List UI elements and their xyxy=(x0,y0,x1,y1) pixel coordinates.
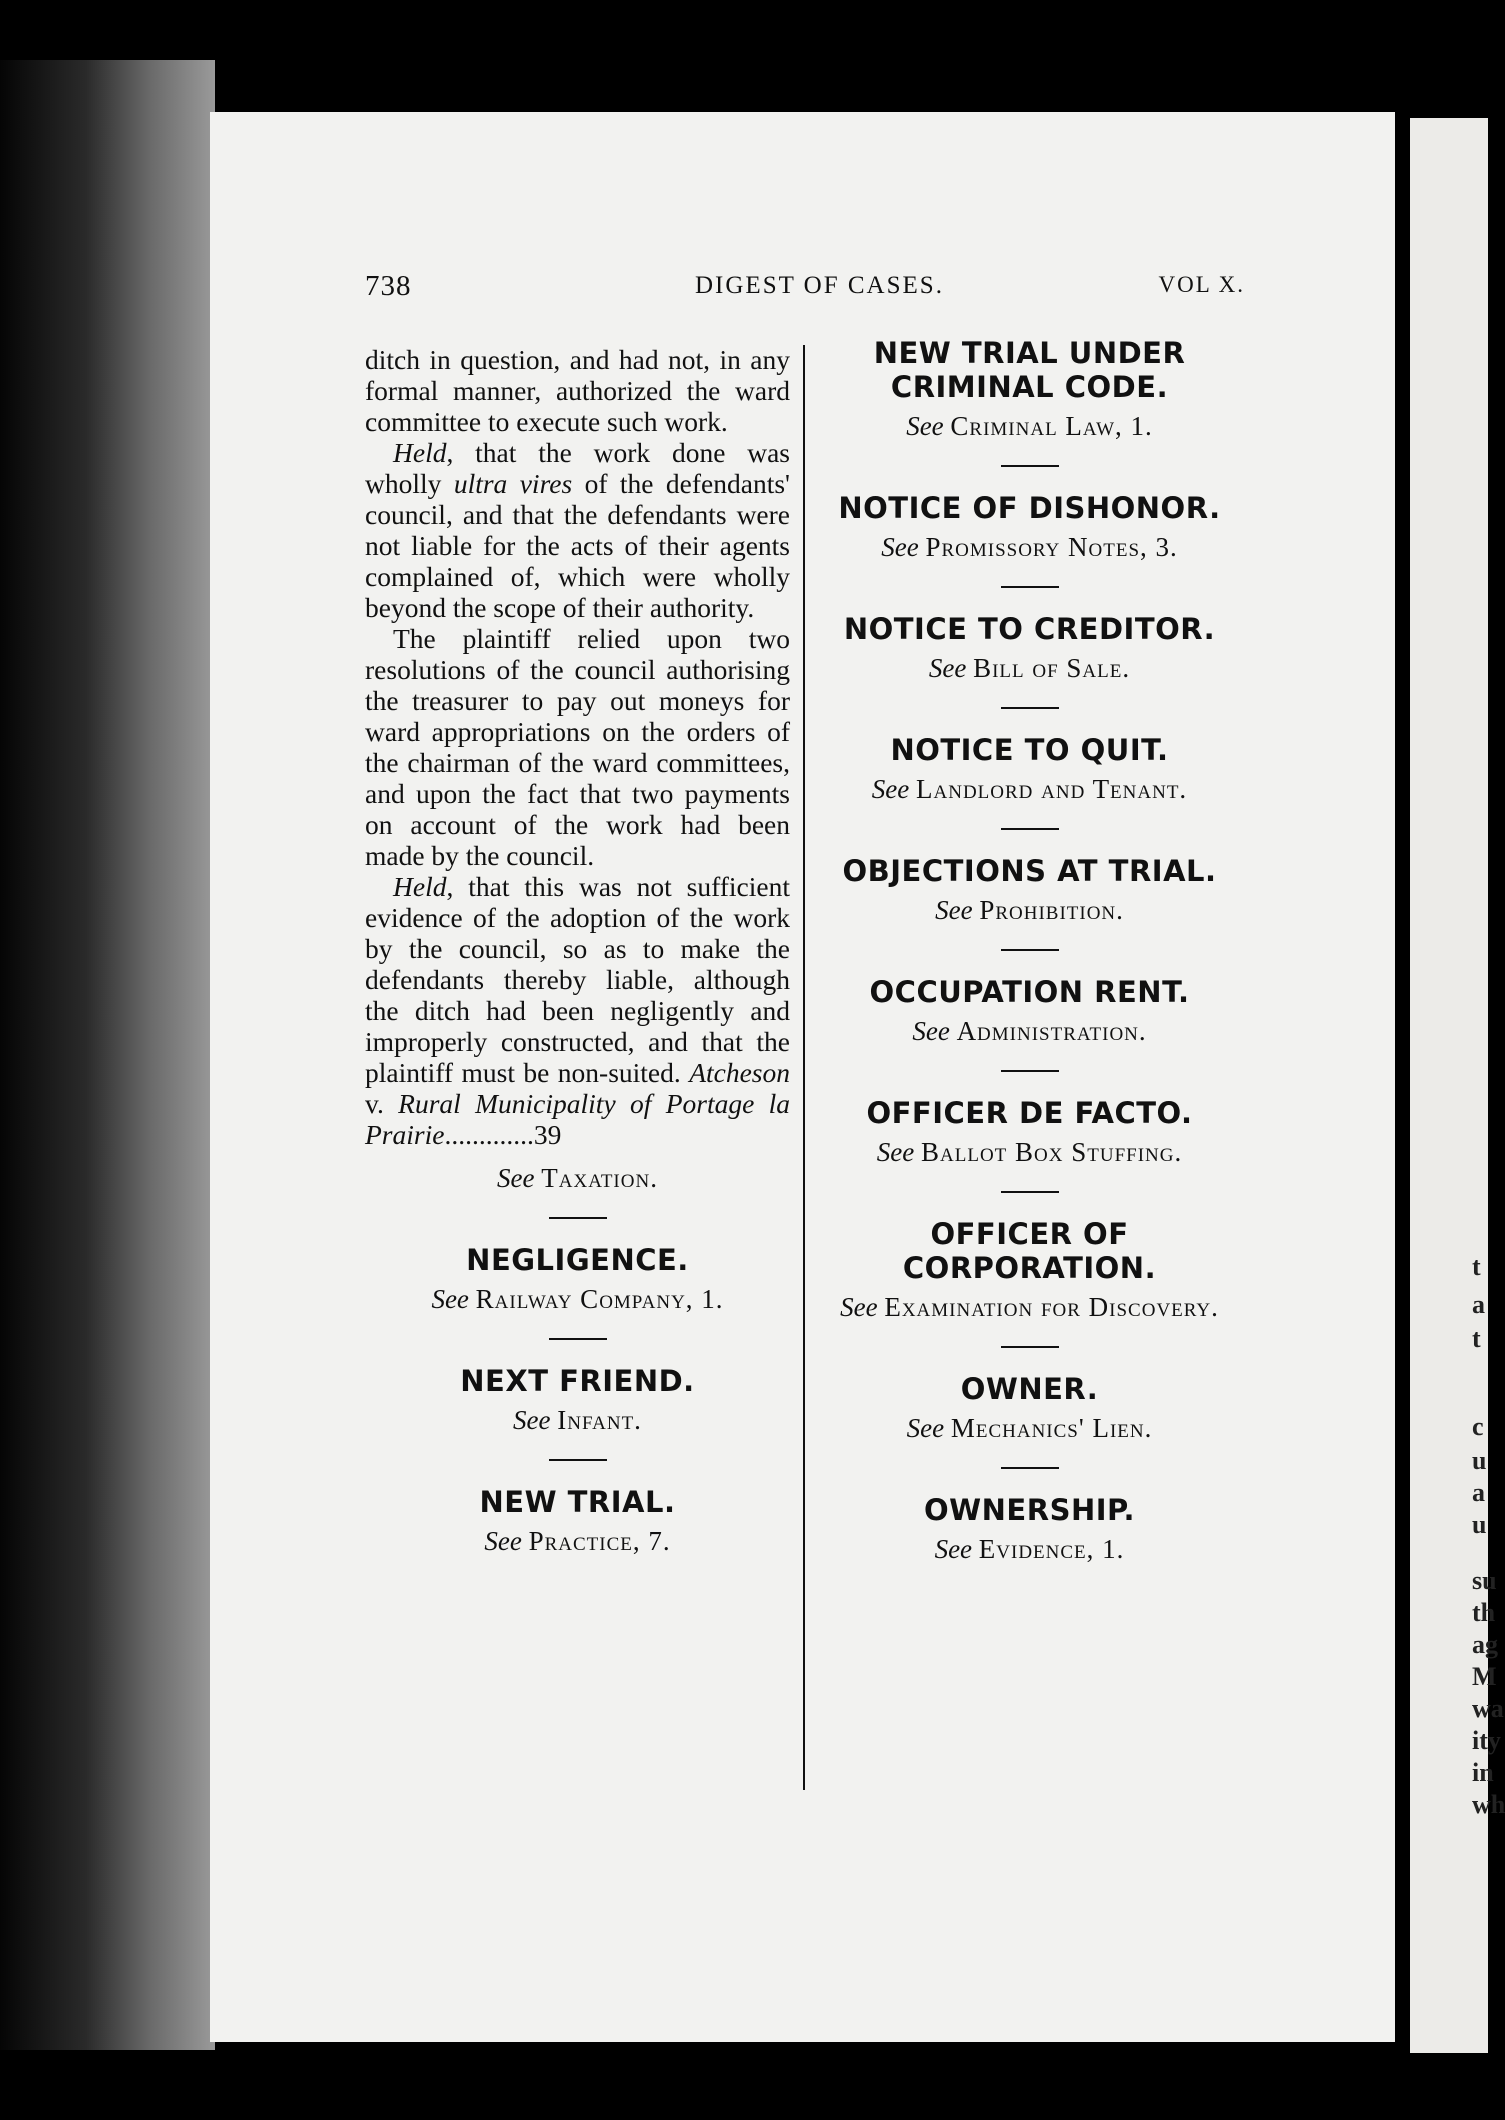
text: , that this was not sufficient evidence of the adoption of the work by the council, so as to make the defendants thereby liable, although the ditch had been negligently and improperly constructed, and that the plaintiff must be non-suited. xyxy=(365,871,790,1088)
reference: Infant. xyxy=(557,1405,642,1435)
index-entry xyxy=(812,854,1247,927)
reference: Evidence, 1. xyxy=(978,1534,1125,1564)
index-entry xyxy=(365,1364,790,1437)
index-entry xyxy=(812,975,1247,1048)
entry-rule xyxy=(549,1338,607,1340)
entry-heading: OBJECTIONS AT TRIAL. xyxy=(842,854,1217,888)
index-entry xyxy=(812,336,1247,443)
entry-rule xyxy=(1001,1467,1059,1469)
fragment: t xyxy=(1472,1252,1481,1281)
column-divider xyxy=(803,345,805,1790)
fragment: ity xyxy=(1472,1726,1501,1755)
index-entry xyxy=(812,1096,1247,1169)
right-column xyxy=(812,336,1247,1566)
see-label: See xyxy=(928,653,967,683)
running-title: DIGEST OF CASES. xyxy=(695,272,944,299)
fragment: u xyxy=(1472,1510,1487,1539)
reference: Landlord and Tenant. xyxy=(916,774,1188,804)
entry-heading: NOTICE OF DISHONOR. xyxy=(838,491,1221,525)
see-label: See xyxy=(934,1534,973,1564)
index-entry xyxy=(812,1493,1247,1566)
entry-heading: NEXT FRIEND. xyxy=(460,1364,695,1398)
index-entry xyxy=(365,1485,790,1558)
reference: Prohibition. xyxy=(979,895,1124,925)
paragraph xyxy=(365,437,790,623)
paragraph: The plaintiff relied upon two resolutions of the council authorising the treasurer to pay out moneys for ward appropriations on the orders of the chairman of the ward committees, and upon the fact that two payments on account of the work had been made by the council. xyxy=(365,623,790,871)
entry-rule xyxy=(1001,828,1059,830)
cross-reference xyxy=(812,652,1247,685)
see-label: See xyxy=(906,1413,945,1443)
cross-reference xyxy=(365,1283,790,1316)
fragment: su xyxy=(1472,1566,1497,1595)
reference: Ballot Box Stuffing. xyxy=(921,1137,1183,1167)
left-column xyxy=(365,344,790,1558)
cross-reference xyxy=(812,410,1247,443)
cross-reference xyxy=(812,1533,1247,1566)
page-number: 738 xyxy=(365,270,412,302)
reference: Railway Company, 1. xyxy=(475,1284,724,1314)
see-label: See xyxy=(906,411,944,441)
cross-reference xyxy=(812,773,1247,806)
fragment: ag xyxy=(1472,1630,1498,1659)
paragraph xyxy=(365,871,790,1150)
entry-heading: NEW TRIAL. xyxy=(479,1485,676,1519)
reference: Examination for Discovery. xyxy=(884,1292,1219,1322)
cross-reference xyxy=(812,1015,1247,1048)
text: , that the work done was wholly xyxy=(365,437,790,499)
case-page: 39 xyxy=(533,1119,562,1150)
see-label: See xyxy=(431,1284,469,1314)
see-label: See xyxy=(876,1137,915,1167)
reference: Administration. xyxy=(956,1016,1147,1046)
see-label: See xyxy=(497,1163,535,1193)
cross-reference xyxy=(812,1136,1247,1169)
index-entry xyxy=(812,1217,1247,1324)
left-index-entries xyxy=(365,1217,790,1558)
cross-reference xyxy=(365,1162,790,1195)
entry-heading: OCCUPATION RENT. xyxy=(869,975,1190,1009)
fragment: u xyxy=(1472,1446,1487,1475)
index-entry xyxy=(812,733,1247,806)
volume-label: VOL X. xyxy=(1158,272,1245,297)
held-label: Held xyxy=(393,871,447,902)
entry-heading: NOTICE TO CREDITOR. xyxy=(843,612,1216,646)
cross-reference xyxy=(365,1404,790,1437)
fragment: c xyxy=(1472,1412,1484,1441)
entry-rule xyxy=(1001,949,1059,951)
fragment: a xyxy=(1472,1478,1485,1507)
reference: Practice, 7. xyxy=(528,1526,671,1556)
reference: Promissory Notes, 3. xyxy=(925,532,1178,562)
entry-heading: NOTICE TO QUIT. xyxy=(890,733,1169,767)
cross-reference xyxy=(812,1412,1247,1445)
latin-phrase: ultra vires xyxy=(453,468,573,499)
entry-heading: OFFICER DE FACTO. xyxy=(866,1096,1193,1130)
fragment: wh xyxy=(1472,1790,1505,1819)
reference: Taxation. xyxy=(541,1163,658,1193)
text: of the defendants' council, and that the defendants were not liable for the acts of their agents complained of, which were wholly beyond the scope of their authority. xyxy=(365,468,790,623)
entry-rule xyxy=(1001,586,1059,588)
index-entry xyxy=(812,1372,1247,1445)
running-header xyxy=(365,270,1245,306)
see-label: See xyxy=(840,1292,878,1322)
entry-rule xyxy=(1001,465,1059,467)
book-spine-edge xyxy=(0,60,215,2050)
fragment: th xyxy=(1472,1598,1496,1627)
entry-rule xyxy=(1001,1191,1059,1193)
entry-rule xyxy=(1001,1346,1059,1348)
cross-reference xyxy=(812,894,1247,927)
cross-reference xyxy=(812,531,1247,564)
see-label: See xyxy=(871,774,910,804)
reference: Criminal Law, 1. xyxy=(950,411,1153,441)
fragment: in xyxy=(1472,1758,1494,1787)
leader-dots: ............. xyxy=(444,1119,534,1150)
reference: Mechanics' Lien. xyxy=(950,1413,1153,1443)
entry-rule xyxy=(1001,707,1059,709)
entry-rule xyxy=(549,1217,607,1219)
cross-reference xyxy=(812,1291,1247,1324)
index-entry xyxy=(812,491,1247,564)
see-label: See xyxy=(513,1405,551,1435)
see-label: See xyxy=(935,895,973,925)
index-entry xyxy=(812,612,1247,685)
held-label: Held xyxy=(393,437,447,468)
entry-rule xyxy=(1001,1070,1059,1072)
fragment: wa xyxy=(1472,1694,1504,1723)
fragment: t xyxy=(1472,1324,1481,1353)
entry-rule xyxy=(549,1459,607,1461)
entry-heading: OWNER. xyxy=(960,1372,1099,1406)
entry-heading: OFFICER OF CORPORATION. xyxy=(902,1217,1157,1285)
entry-heading: NEGLIGENCE. xyxy=(466,1243,689,1277)
entry-heading: OWNERSHIP. xyxy=(924,1493,1135,1527)
see-label: See xyxy=(484,1526,522,1556)
case-name: Rural Municipality of Portage la Prairie xyxy=(365,1088,790,1150)
reference: Bill of Sale. xyxy=(973,653,1131,683)
case-name: Atcheson xyxy=(689,1057,790,1088)
index-entry xyxy=(365,1243,790,1316)
entry-heading: NEW TRIAL UNDER CRIMINAL CODE. xyxy=(873,336,1186,404)
see-label: See xyxy=(881,532,919,562)
see-label: See xyxy=(912,1016,950,1046)
cross-reference xyxy=(365,1525,790,1558)
versus: v. xyxy=(365,1088,399,1119)
paragraph: ditch in question, and had not, in any formal manner, authorized the ward committee to execute such work. xyxy=(365,344,790,437)
fragment: a xyxy=(1472,1290,1485,1319)
fragment: M xyxy=(1472,1662,1497,1691)
